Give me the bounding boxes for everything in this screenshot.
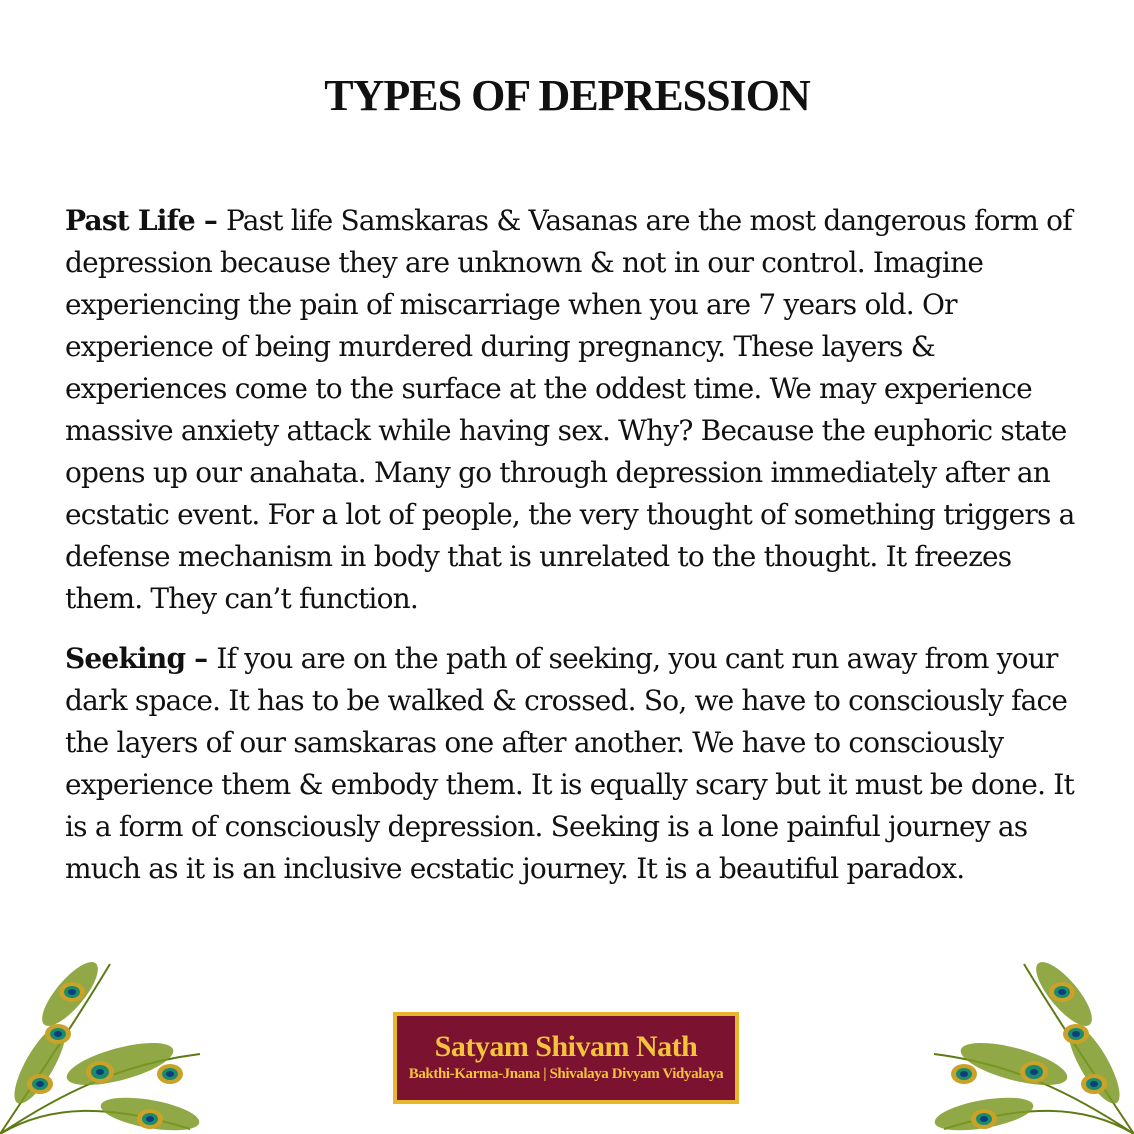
logo-name: Satyam Shivam Nath bbox=[434, 1030, 698, 1063]
section-text: Past life Samskaras & Vasanas are the most dangerous form of depression because they are unknown & not in our control. Imagine experiencing the pain of miscarriage when you are 7 years old. Or experience of being murdered during pregnancy. These layers & experiences come to the surface at the oddest time. We may experience massive anxiety attack while having sex. Why? Because the euphoric state opens up our anahata. Many go through depression immediately after an ecstatic event. For a lot of people, the very thought of something triggers a defense mechanism in body that is unrelated to the thought. It freezes them. They can’t function. bbox=[65, 204, 1075, 615]
page-title: TYPES OF DEPRESSION bbox=[324, 71, 810, 120]
section-seeking bbox=[65, 638, 1095, 890]
section-text: If you are on the path of seeking, you cant run away from your dark space. It has to be walked & crossed. So, we have to consciously face the layers of our samskaras one after another. We have to consciously experience them & embody them. It is equally scary but it must be done. It is a form of consciously depression. Seeking is a lone painful journey as much as it is an inclusive ecstatic journey. It is a beautiful paradox. bbox=[65, 642, 1074, 885]
peacock-feather-right-icon bbox=[914, 954, 1134, 1134]
section-separator: – bbox=[185, 642, 217, 675]
section-heading: Seeking bbox=[65, 642, 186, 675]
article-body bbox=[65, 200, 1095, 908]
section-heading: Past Life bbox=[65, 204, 195, 237]
peacock-feather-left-icon bbox=[0, 954, 220, 1134]
section-separator: – bbox=[194, 204, 226, 237]
logo-tagline: Bakthi-Karma-Jnana | Shivalaya Divyam Vidyalaya bbox=[408, 1066, 724, 1082]
brand-logo bbox=[393, 1012, 739, 1104]
section-past-life bbox=[65, 200, 1095, 620]
